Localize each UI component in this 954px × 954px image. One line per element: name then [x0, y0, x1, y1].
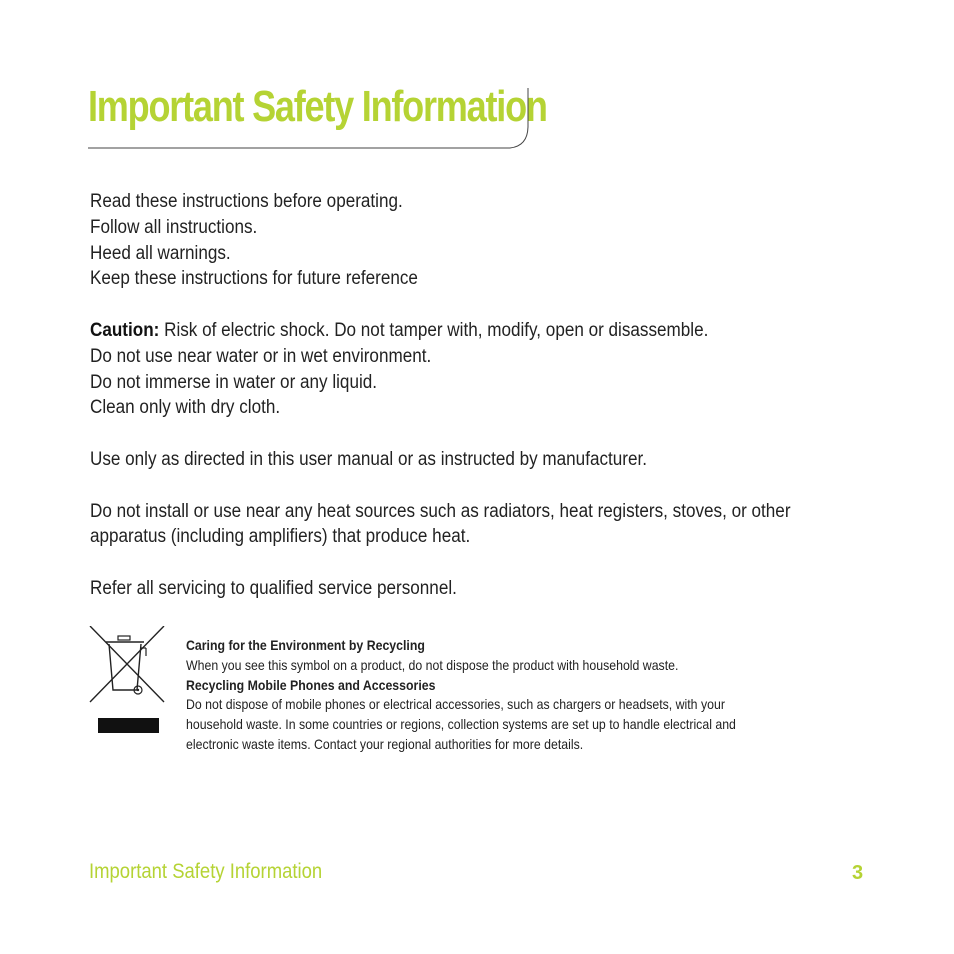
caution-detail: Do not immerse in water or any liquid. [90, 371, 378, 393]
recycling-notice [186, 636, 886, 755]
safety-instructions [90, 189, 850, 602]
heat-warning-line2: apparatus (including amplifiers) that produce heat. [90, 526, 471, 548]
recycling-heading: Caring for the Environment by Recycling [186, 637, 425, 653]
phones-recycling-heading: Recycling Mobile Phones and Accessories [186, 676, 436, 693]
instruction-line: Keep these instructions for future reference [90, 268, 418, 290]
caution-label: Caution: [90, 319, 160, 341]
page-title: Important Safety Information [88, 82, 547, 131]
instruction-line: Read these instructions before operating. [90, 191, 403, 212]
title-underline-rule [88, 84, 530, 150]
caution-detail: Do not use near water or in wet environment. [90, 345, 432, 367]
footer-section-title: Important Safety Information [89, 860, 323, 883]
recycling-text: When you see this symbol on a product, do not dispose the product with household waste. [186, 656, 679, 673]
instruction-line: Heed all warnings. [90, 242, 231, 264]
caution-text: Risk of electric shock. Do not tamper with, modify, open or disassemble. [159, 319, 709, 341]
caution-line [90, 318, 774, 344]
phones-recycling-text: electronic waste items. Contact your regional authorities for more details. [186, 735, 584, 752]
heat-warning-line1: Do not install or use near any heat sources such as radiators, heat registers, stoves, or other [90, 500, 791, 522]
phones-recycling-text: Do not dispose of mobile phones or electrical accessories, such as chargers or headsets, with your [186, 696, 725, 713]
phones-recycling-text: household waste. In some countries or regions, collection systems are set up to handle electrical and [186, 716, 736, 733]
servicing-statement: Refer all servicing to qualified service personnel. [90, 577, 457, 599]
instruction-line: Follow all instructions. [90, 216, 258, 238]
weee-crossed-bin-icon [88, 626, 166, 736]
usage-statement: Use only as directed in this user manual or as instructed by manufacturer. [90, 448, 647, 470]
page-number: 3 [852, 862, 864, 884]
caution-detail: Clean only with dry cloth. [90, 397, 281, 419]
